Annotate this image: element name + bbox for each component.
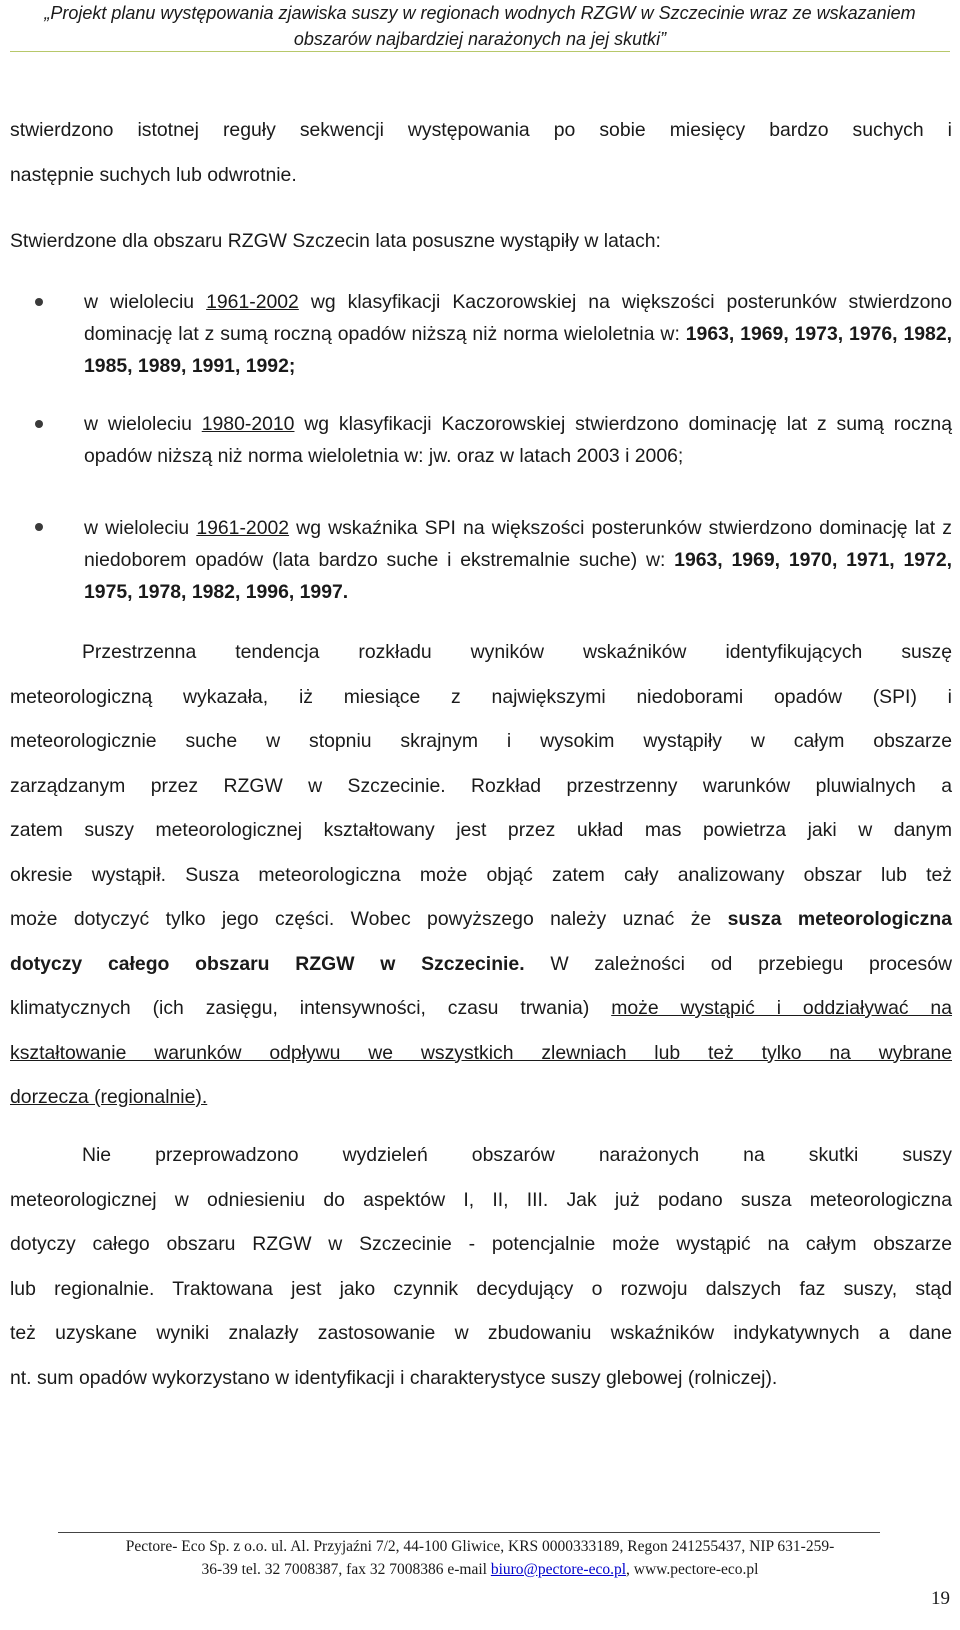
bullet-dot [35,298,43,306]
period-link: 1961-2002 [196,517,290,539]
list-item-1: w wieloleciu 1961-2002 wg klasyfikacji Kaczorowskiej na większości posterunków stwierdzono dominację lat z sumą roczną opadów niższą niż norma wieloletnia w: 1963, 1969, 1973, 1976, 1982, 1985, 1989, 1991, 1992; [84,291,953,377]
page-number: 19 [931,1588,950,1609]
list-item-2: w wieloleciu 1980-2010 wg klasyfikacji Kaczorowskiej stwierdzono dominację lat z sumą roczną opadów niższą niż norma wieloletnia w: jw. oraz w latach 2003 i 2006; [84,413,952,467]
header-divider [10,51,950,52]
header-line-2: obszarów najbardziej narażonych na jej skutki” [293,29,667,49]
paragraph-continued: stwierdzono istotnej reguły sekwencji występowania po sobie miesięcy bardzo suchych i następnie suchych lub odwrotnie. [10,119,952,186]
footer-divider [58,1532,880,1533]
bullet-dot [35,523,43,531]
paragraph-conclusion: Nie przeprowadzono wydzieleń obszarów narażonych na skutki suszy meteorologicznej w odniesieniu do aspektów I, II, III. Jak już podano susza meteorologiczna dotyczy całego obszaru RZGW w Szczecinie - potencjalnie może wystąpić na całym obszarze lub regionalnie. Traktowana jest jako czynnik decydujący o rozwoju dalszych faz suszy, stąd też uzyskane wyniki znalazły zastosowanie w zbudowaniu wskaźników indykatywnych a dane nt. sum opadów wykorzystano w identyfikacji i charakterystyce suszy glebowej (rolniczej). [10,1144,952,1389]
bullet-dot [35,420,43,428]
company-footer: Pectore- Eco Sp. z o.o. ul. Al. Przyjaźni 7/2, 44-100 Gliwice, KRS 0000333189, Regon 241255437, NIP 631-259- 36-39 tel. 32 7008387, fax 32 7008386 e-mail biuro@pectore-eco.pl, www.pectore-eco.pl [125,1538,835,1578]
running-header [0,0,960,52]
drought-years: 1963, 1969, 1973, 1976, 1982, 1985, 1989, 1991, 1992; [84,323,953,377]
header-line-1: „Projekt planu występowania zjawiska suszy w regionach wodnych RZGW w Szczecinie wraz ze wskazaniem [44,3,916,23]
drought-years: 1963, 1969, 1970, 1971, 1972, 1975, 1978, 1982, 1996, 1997. [84,549,952,603]
email-link[interactable]: biuro@pectore-eco.pl [490,1561,627,1578]
intro-sentence: Stwierdzone dla obszaru RZGW Szczecin lata posuszne wystąpiły w latach: [10,230,661,252]
period-link: 1980-2010 [201,413,295,435]
period-link: 1961-2002 [206,291,299,313]
paragraph-spatial-tendency: Przestrzenna tendencja rozkładu wyników wskaźników identyfikujących suszę meteorologiczną wykazała, iż miesiące z największymi niedoborami opadów (SPI) i meteorologicznie suche w stopniu skrajnym i wysokim wystąpiły w całym obszarze zarządzanym przez RZGW w Szczecinie. Rozkład przestrzenny warunków pluwialnych a zatem suszy meteorologicznej kształtowany jest przez układ mas powietrza jaki w danym okresie wystąpił. Susza meteorologiczna może objąć zatem cały analizowany obszar lub też może dotyczyć tylko jego części. Wobec powyższego należy uznać że susza meteorologiczna dotyczy całego obszaru RZGW w Szczecinie. W zależności od przebiegu procesów klimatycznych (ich zasięgu, intensywności, czasu trwania) może wystąpić i oddziaływać na kształtowanie warunków odpływu we wszystkich zlewniach lub też tylko na wybrane dorzecza (regionalnie). [10,641,953,1108]
list-item-3: w wieloleciu 1961-2002 wg wskaźnika SPI na większości posterunków stwierdzono dominację lat z niedoborem opadów (lata bardzo suche i ekstremalnie suche) w: 1963, 1969, 1970, 1971, 1972, 1975, 1978, 1982, 1996, 1997. [84,517,952,603]
